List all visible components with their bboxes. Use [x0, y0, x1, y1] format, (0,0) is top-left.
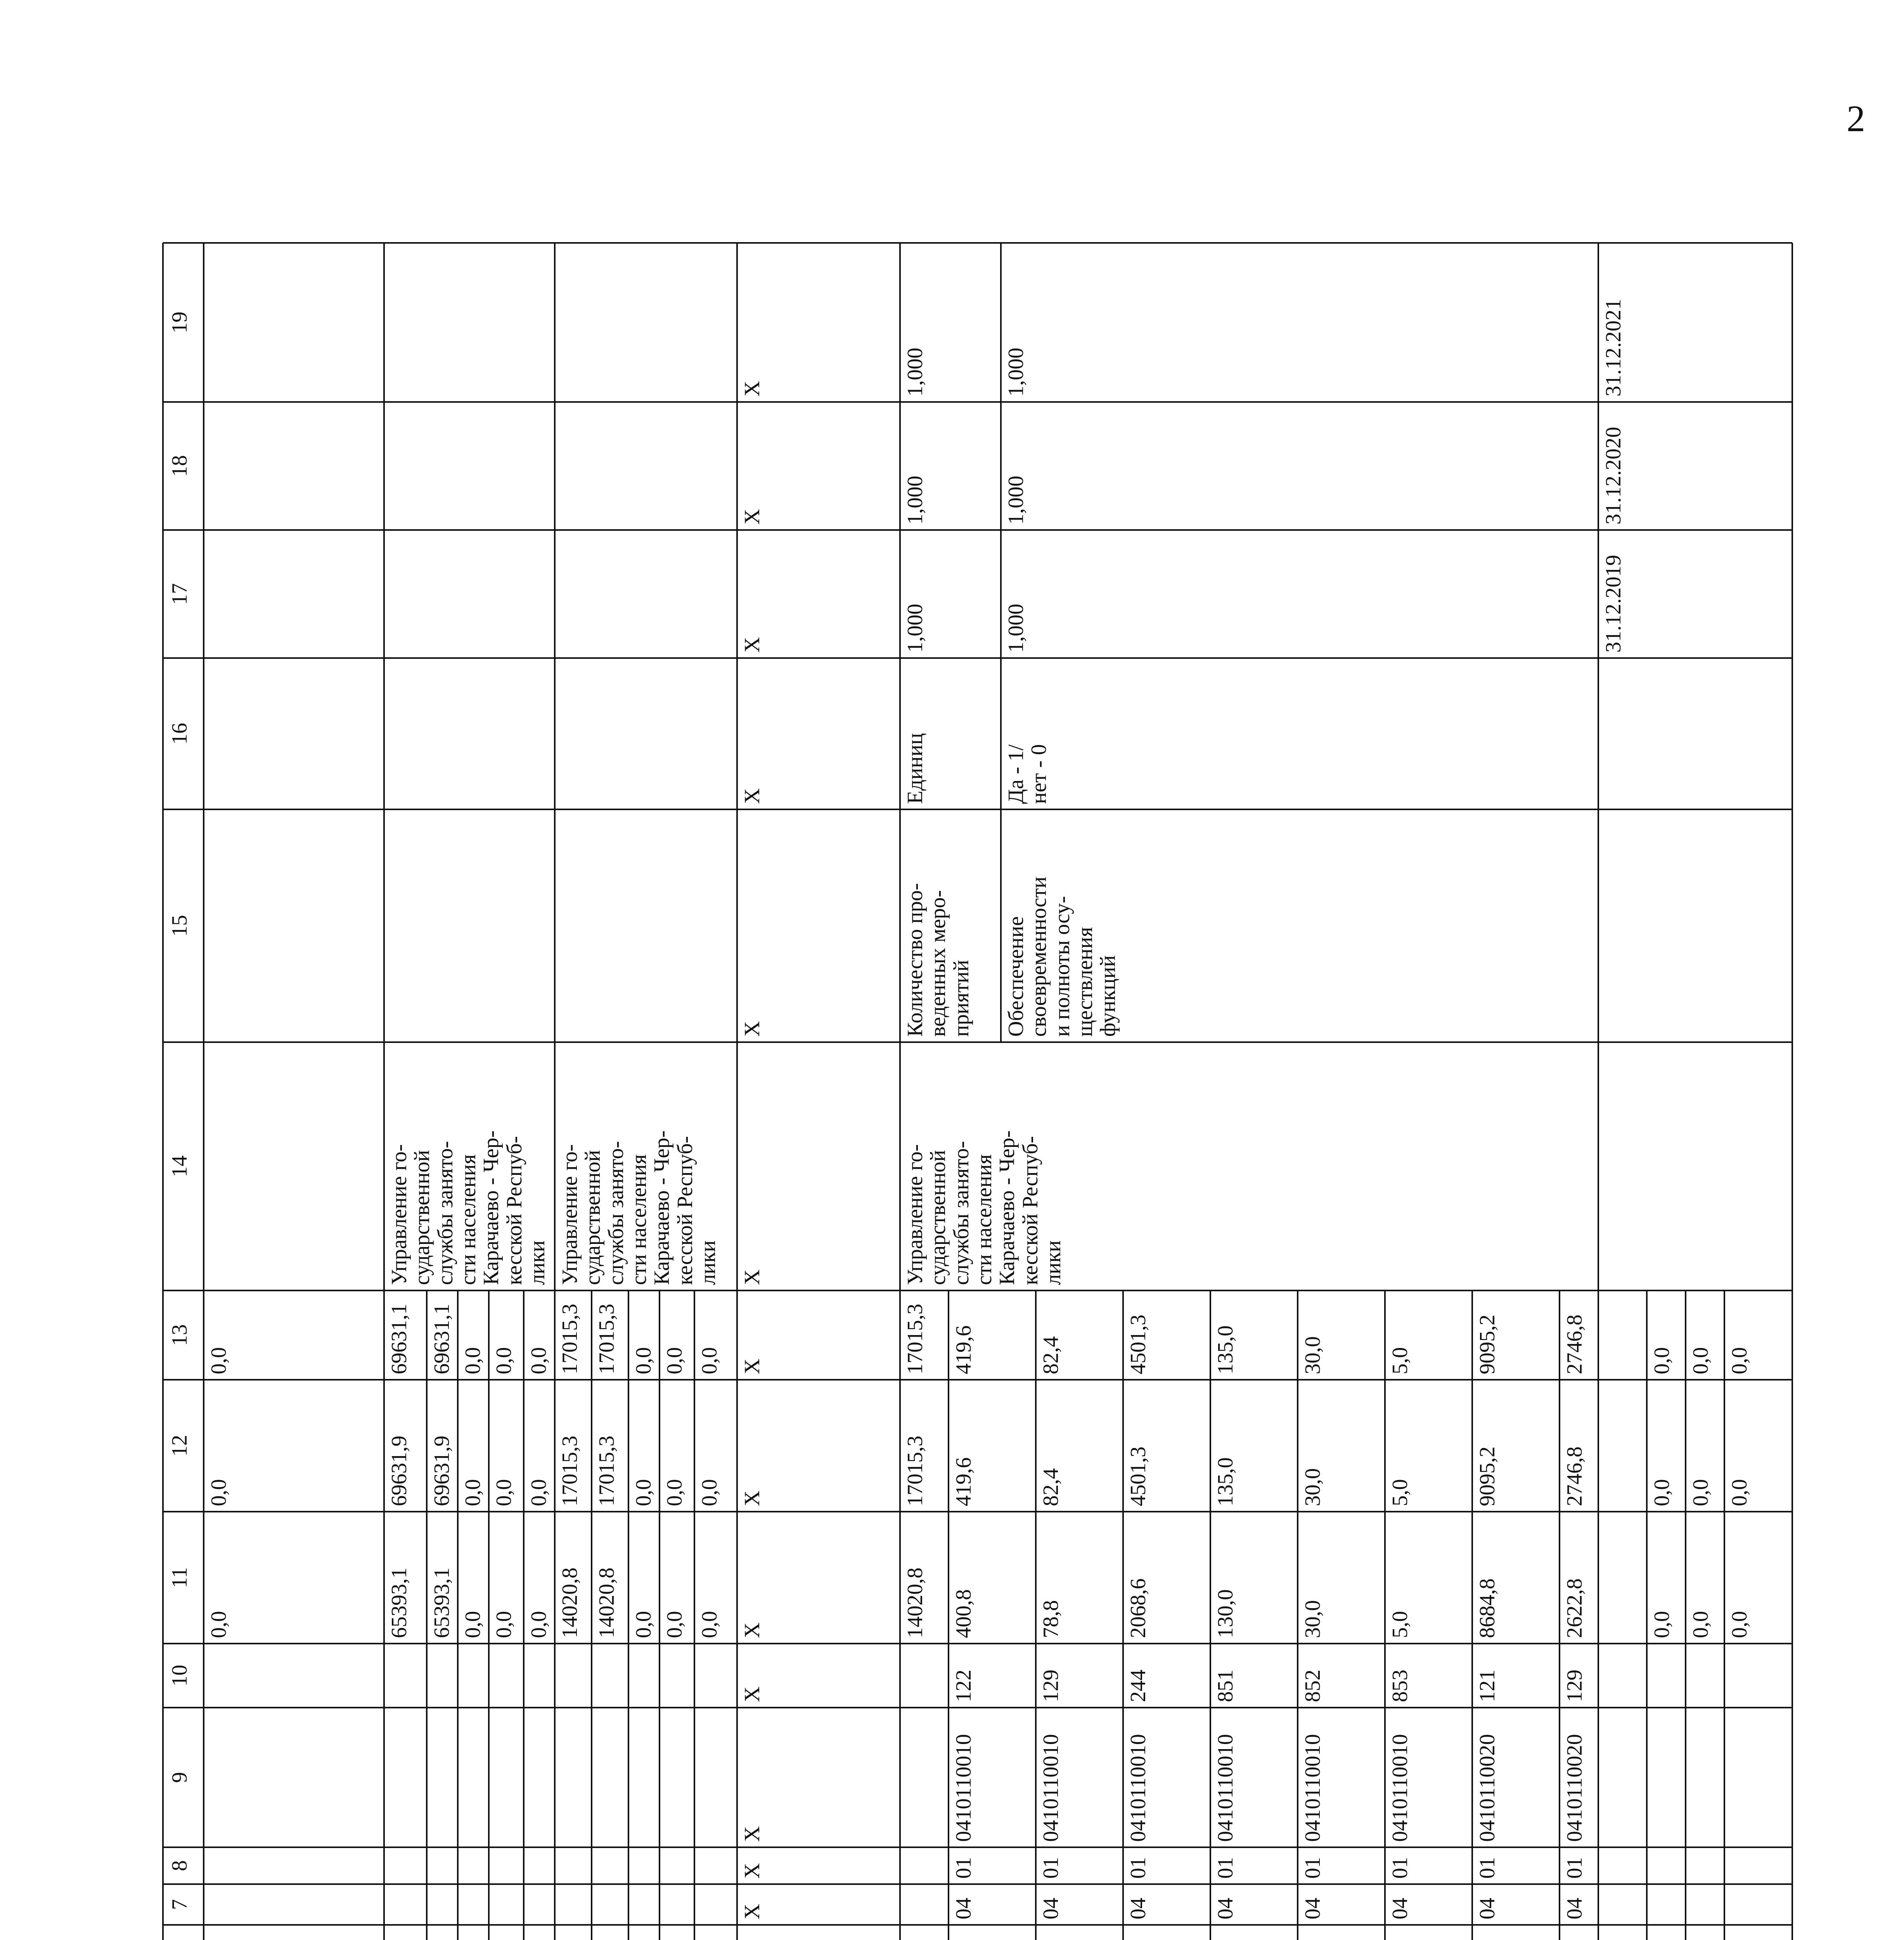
x-mark: X — [740, 381, 764, 397]
budget-c6 — [1385, 1925, 1472, 1940]
budget-c13: 419,6 — [952, 1325, 976, 1374]
page-number: 2 — [1847, 98, 1865, 139]
budget-c8: 01 — [1388, 1857, 1412, 1879]
column-header-13: 13 — [168, 1324, 192, 1346]
event-date-c18: 31.12.2020 — [1601, 427, 1625, 525]
amount-c13: 17015,3 — [558, 1304, 582, 1374]
budget-c11: 2622,8 — [1563, 1578, 1587, 1638]
budget-c9: 0410110010 — [1301, 1734, 1325, 1842]
budget-c6 — [949, 1925, 1036, 1940]
budget-c12: 9095,2 — [1475, 1446, 1499, 1506]
amount-c13: 0,0 — [663, 1347, 687, 1374]
amount-c13: 0,0 — [1727, 1347, 1752, 1374]
budget-c9: 0410110020 — [1475, 1734, 1499, 1842]
column-header-19: 19 — [168, 312, 192, 333]
budget-c12: 5,0 — [1388, 1479, 1412, 1506]
budget-c6 — [1560, 1925, 1647, 1940]
budget-c12: 419,6 — [952, 1457, 976, 1506]
budget-c7: 04 — [1039, 1898, 1063, 1919]
budget-c6 — [1123, 1925, 1210, 1940]
budget-c13: 9095,2 — [1475, 1315, 1499, 1374]
amount-c13: 0,0 — [492, 1347, 516, 1374]
amount-c12: 17015,3 — [558, 1436, 582, 1506]
amount-c12: 0,0 — [527, 1479, 551, 1506]
amount-c12: 0,0 — [632, 1479, 656, 1506]
budget-c13: 82,4 — [1039, 1336, 1063, 1374]
column-header-16: 16 — [168, 723, 192, 745]
x-mark: X — [740, 1021, 764, 1037]
indicator-c19: 1,000 — [1004, 348, 1028, 397]
event-date-c19: 31.12.2021 — [1601, 299, 1625, 397]
budget-c8: 01 — [1475, 1857, 1499, 1879]
budget-c9: 0410110020 — [1563, 1734, 1587, 1842]
x-mark: X — [740, 1863, 764, 1879]
amount-c13: 17015,3 — [903, 1304, 927, 1374]
indicator-unit: Да - 1/ нет - 0 — [1004, 744, 1051, 804]
budget-c11: 78,8 — [1039, 1600, 1063, 1638]
budget-table — [163, 76, 1792, 1940]
column-header-10: 10 — [168, 1665, 192, 1687]
budget-c10: 129 — [1563, 1670, 1587, 1702]
budget-c7: 04 — [1301, 1898, 1325, 1919]
column-header-18: 18 — [168, 455, 192, 477]
budget-c7: 04 — [1213, 1898, 1238, 1919]
amount-c11: 0,0 — [1689, 1611, 1713, 1638]
amount-c12: 69631,9 — [430, 1436, 454, 1506]
budget-c9: 0410110010 — [952, 1734, 976, 1842]
budget-c8: 01 — [952, 1857, 976, 1879]
indicator-c17: 1,000 — [1004, 604, 1028, 653]
row-executor: Управление го- сударственной службы занято- сти населения Карачаево - Чер- кесской Респуб- лики — [558, 1130, 720, 1285]
budget-c9: 0410110010 — [1213, 1734, 1238, 1842]
amount-c12: 0,0 — [1689, 1479, 1713, 1506]
x-mark: X — [740, 1622, 764, 1638]
budget-c12: 135,0 — [1213, 1457, 1238, 1506]
budget-c13: 5,0 — [1388, 1347, 1412, 1374]
header-value-c13: 0,0 — [207, 1347, 231, 1374]
budget-c8: 01 — [1301, 1857, 1325, 1879]
budget-c9: 0410110010 — [1126, 1734, 1150, 1842]
column-header-7: 7 — [168, 1899, 192, 1910]
indicator-name: Количество про- веденных меро- приятий — [903, 883, 973, 1037]
amount-c12: 0,0 — [663, 1479, 687, 1506]
x-mark — [737, 1925, 900, 1940]
budget-c11: 8684,8 — [1475, 1578, 1499, 1638]
amount-c12: 69631,9 — [387, 1436, 411, 1506]
x-mark: X — [740, 1490, 764, 1506]
budget-c12: 30,0 — [1301, 1468, 1325, 1506]
amount-c11: 65393,1 — [430, 1568, 454, 1638]
budget-c10: 122 — [952, 1670, 976, 1702]
amount-c11: 0,0 — [632, 1611, 656, 1638]
budget-c7: 04 — [1563, 1898, 1587, 1919]
budget-c9: 0410110010 — [1388, 1734, 1412, 1842]
amount-c13: 0,0 — [527, 1347, 551, 1374]
budget-c7: 04 — [952, 1898, 976, 1919]
x-mark: X — [740, 1686, 764, 1702]
budget-c8: 01 — [1039, 1857, 1063, 1879]
header-value-c11: 0,0 — [207, 1611, 231, 1638]
budget-c11: 2068,6 — [1126, 1578, 1150, 1638]
amount-c11: 0,0 — [1727, 1611, 1752, 1638]
indicator-c19: 1,000 — [903, 348, 927, 397]
amount-c11: 0,0 — [461, 1611, 485, 1638]
x-mark: X — [740, 637, 764, 653]
amount-c13: 69631,1 — [430, 1304, 454, 1374]
amount-c12: 17015,3 — [595, 1436, 619, 1506]
budget-c10: 852 — [1301, 1670, 1325, 1702]
column-header-14: 14 — [168, 1155, 192, 1177]
amount-c12: 0,0 — [492, 1479, 516, 1506]
x-mark: X — [740, 1269, 764, 1285]
budget-c12: 2746,8 — [1563, 1446, 1587, 1506]
budget-c11: 130,0 — [1213, 1589, 1238, 1638]
budget-c13: 135,0 — [1213, 1325, 1238, 1374]
amount-c12: 0,0 — [461, 1479, 485, 1506]
budget-c11: 400,8 — [952, 1589, 976, 1638]
column-header-12: 12 — [168, 1435, 192, 1457]
budget-c10: 129 — [1039, 1670, 1063, 1702]
budget-c7: 04 — [1388, 1898, 1412, 1919]
header-value-c12: 0,0 — [207, 1479, 231, 1506]
row-executor: Управление го- сударственной службы занято- сти населения Карачаево - Чер- кесской Респуб- лики — [903, 1130, 1066, 1285]
x-mark: X — [740, 788, 764, 804]
amount-c12: 0,0 — [698, 1479, 722, 1506]
budget-c8: 01 — [1563, 1857, 1587, 1879]
amount-c13: 0,0 — [698, 1347, 722, 1374]
budget-c6 — [1472, 1925, 1560, 1940]
budget-c6 — [1036, 1925, 1123, 1940]
amount-c11: 0,0 — [663, 1611, 687, 1638]
budget-c13: 2746,8 — [1563, 1315, 1587, 1374]
amount-c11: 0,0 — [1650, 1611, 1674, 1638]
budget-c8: 01 — [1126, 1857, 1150, 1879]
amount-c11: 14020,8 — [558, 1568, 582, 1638]
budget-c13: 30,0 — [1301, 1336, 1325, 1374]
amount-c11: 14020,8 — [903, 1568, 927, 1638]
budget-c10: 853 — [1388, 1670, 1412, 1702]
budget-c7: 04 — [1475, 1898, 1499, 1919]
amount-c12: 0,0 — [1727, 1479, 1752, 1506]
amount-c13: 0,0 — [632, 1347, 656, 1374]
amount-c13: 0,0 — [1689, 1347, 1713, 1374]
budget-c11: 5,0 — [1388, 1611, 1412, 1638]
amount-c11: 0,0 — [698, 1611, 722, 1638]
budget-c6 — [1298, 1925, 1385, 1940]
indicator-unit: Единиц — [903, 733, 927, 804]
indicator-c17: 1,000 — [903, 604, 927, 653]
budget-c10: 121 — [1475, 1670, 1499, 1702]
budget-c13: 4501,3 — [1126, 1315, 1150, 1374]
budget-c8: 01 — [1213, 1857, 1238, 1879]
budget-c10: 244 — [1126, 1670, 1150, 1702]
budget-c6 — [1210, 1925, 1298, 1940]
amount-c11: 0,0 — [527, 1611, 551, 1638]
amount-c12: 17015,3 — [903, 1436, 927, 1506]
column-header-8: 8 — [168, 1860, 192, 1871]
event-date-c17: 31.12.2019 — [1601, 555, 1625, 653]
amount-c13: 0,0 — [461, 1347, 485, 1374]
x-mark: X — [740, 509, 764, 525]
column-header-17: 17 — [168, 583, 192, 605]
x-mark: X — [740, 1904, 764, 1919]
amount-c11: 0,0 — [492, 1611, 516, 1638]
indicator-c18: 1,000 — [1004, 476, 1028, 525]
column-header-11: 11 — [168, 1567, 192, 1588]
budget-c12: 82,4 — [1039, 1468, 1063, 1506]
budget-c10: 851 — [1213, 1670, 1238, 1702]
indicator-c18: 1,000 — [903, 476, 927, 525]
amount-c13: 0,0 — [1650, 1347, 1674, 1374]
budget-c12: 4501,3 — [1126, 1446, 1150, 1506]
column-header-9: 9 — [168, 1772, 192, 1783]
amount-c11: 14020,8 — [595, 1568, 619, 1638]
amount-c11: 65393,1 — [387, 1568, 411, 1638]
indicator-name: Обеспечение своевременности и полноты осу- ществления функций — [1004, 876, 1120, 1037]
column-header-6 — [163, 1925, 204, 1940]
amount-c13: 69631,1 — [387, 1304, 411, 1374]
budget-c7: 04 — [1126, 1898, 1150, 1919]
x-mark: X — [740, 1358, 764, 1374]
column-header-15: 15 — [168, 915, 192, 937]
budget-c11: 30,0 — [1301, 1600, 1325, 1638]
x-mark: X — [740, 1826, 764, 1842]
amount-c13: 17015,3 — [595, 1304, 619, 1374]
row-executor: Управление го- сударственной службы занято- сти населения Карачаево - Чер- кесской Респуб- лики — [387, 1130, 550, 1285]
amount-c12: 0,0 — [1650, 1479, 1674, 1506]
budget-c9: 0410110010 — [1039, 1734, 1063, 1842]
